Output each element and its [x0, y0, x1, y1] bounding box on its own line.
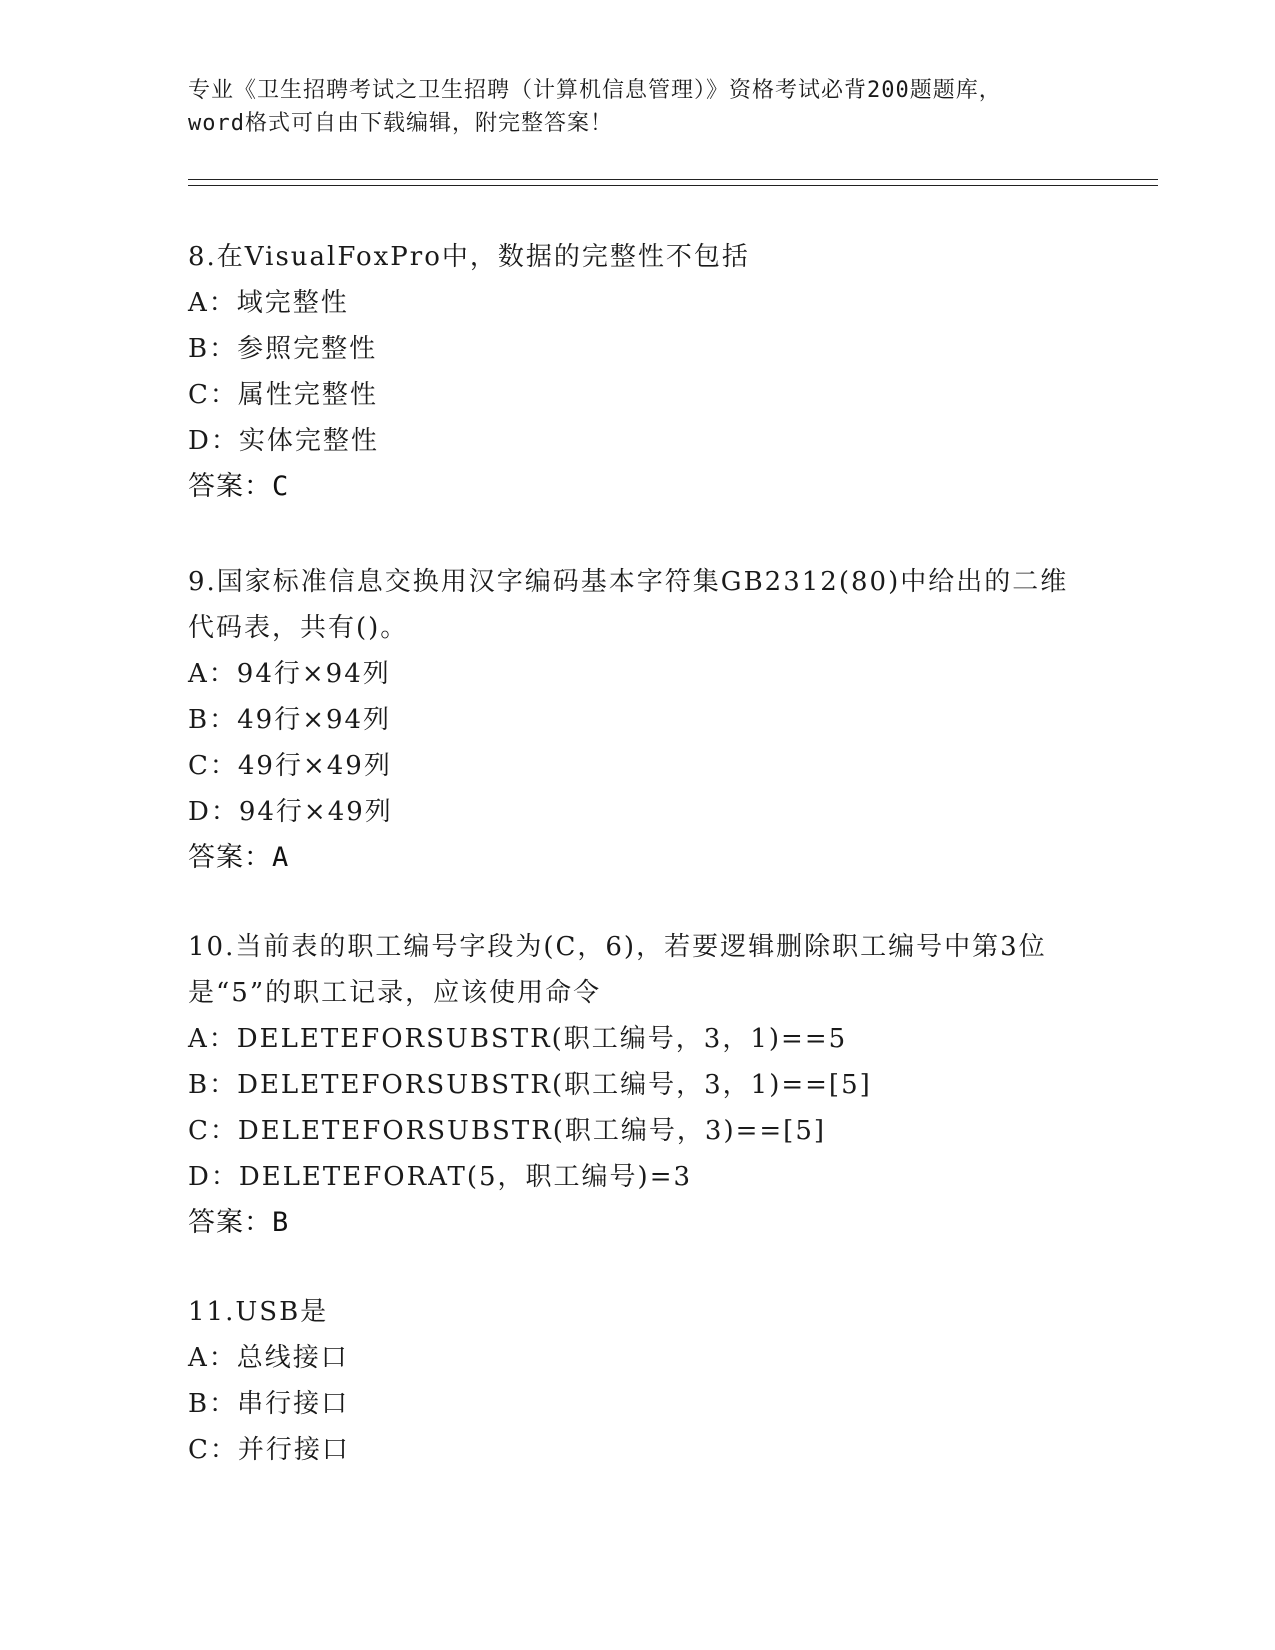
question-11 [188, 1289, 1088, 1473]
question-stem: 11.USB是 [188, 1297, 329, 1327]
header-line: word格式可自由下载编辑，附完整答案！ [188, 111, 613, 136]
answer: 答案：B [188, 1207, 290, 1238]
option-c: C：DELETEFORSUBSTR(职工编号，3)==[5] [188, 1116, 827, 1146]
answer: 答案：C [188, 471, 290, 502]
option-b: B：串行接口 [188, 1389, 350, 1419]
question-9 [188, 559, 1088, 881]
answer: 答案：A [188, 842, 290, 873]
option-b: B：参照完整性 [188, 334, 378, 364]
option-d: D：实体完整性 [188, 426, 379, 456]
question-stem: 代码表，共有()。 [188, 613, 409, 643]
question-stem: 8.在VisualFoxPro中，数据的完整性不包括 [188, 242, 750, 272]
question-8 [188, 234, 1088, 510]
option-a: A：94行×94列 [188, 659, 391, 689]
option-a: A：总线接口 [188, 1343, 349, 1373]
header-line: 专业《卫生招聘考试之卫生招聘（计算机信息管理）》资格考试必背200题题库， [188, 78, 1002, 103]
question-stem: 9.国家标准信息交换用汉字编码基本字符集GB2312(80)中给出的二维 [188, 567, 1069, 597]
header-divider [188, 185, 1158, 186]
option-a: A：DELETEFORSUBSTR(职工编号，3，1)==5 [188, 1024, 848, 1054]
option-d: D：94行×49列 [188, 797, 393, 827]
option-b: B：49行×94列 [188, 705, 392, 735]
question-stem: 10.当前表的职工编号字段为(C，6)，若要逻辑删除职工编号中第3位 [188, 932, 1047, 962]
option-d: D：DELETEFORAT(5，职工编号)=3 [188, 1162, 693, 1192]
option-a: A：域完整性 [188, 288, 349, 318]
question-10 [188, 924, 1088, 1246]
option-c: C：属性完整性 [188, 380, 378, 410]
document-header [188, 74, 1088, 140]
question-stem: 是“5”的职工记录，应该使用命令 [188, 978, 602, 1008]
option-c: C：49行×49列 [188, 751, 392, 781]
option-c: C：并行接口 [188, 1435, 350, 1465]
option-b: B：DELETEFORSUBSTR(职工编号，3，1)==[5] [188, 1070, 872, 1100]
header-divider [188, 179, 1158, 180]
